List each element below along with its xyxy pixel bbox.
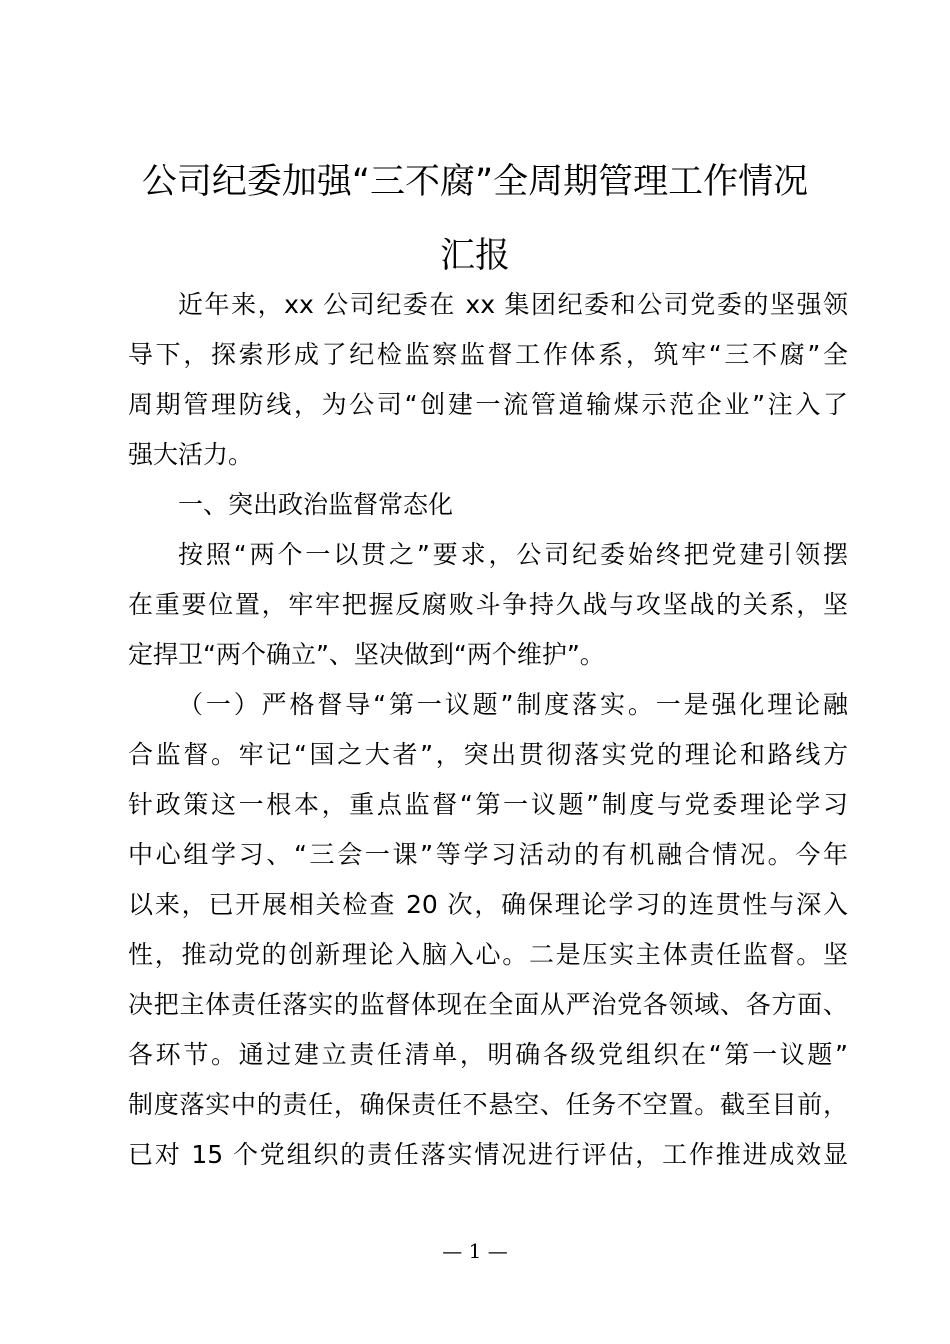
- document-body: [128, 280, 848, 1180]
- section-heading-1: 一、突出政治监督常态化: [178, 490, 454, 519]
- paragraph-3-line-10: 已对 15 个党组织的责任落实情况进行评估，工作推进成效显: [128, 1140, 848, 1169]
- paragraph-3-line-7: 决把主体责任落实的监督体现在全面从严治党各领域、各方面、: [128, 990, 848, 1019]
- paragraph-3-line-8: 各环节。通过建立责任清单，明确各级党组织在“第一议题”: [128, 1040, 848, 1069]
- paragraph-3-line-4: 中心组学习、“三会一课”等学习活动的有机融合情况。今年: [128, 840, 848, 869]
- paragraph-3-line-1: （一）严格督导“第一议题”制度落实。一是强化理论融: [178, 690, 848, 719]
- paragraph-2-line-2: 在重要位置，牢牢把握反腐败斗争持久战与攻坚战的关系，坚: [128, 590, 848, 619]
- document-title-line-1: 公司纪委加强“三不腐”全周期管理工作情况: [141, 162, 809, 202]
- paragraph-3-line-6: 性，推动党的创新理论入脑入心。二是压实主体责任监督。坚: [128, 940, 848, 969]
- paragraph-3-line-2: 合监督。牢记“国之大者”，突出贯彻落实党的理论和路线方: [128, 740, 848, 769]
- paragraph-2-line-3: 定捍卫“两个确立”、坚决做到“两个维护”。: [128, 640, 605, 669]
- paragraph-2-line-1: 按照“两个一以贯之”要求，公司纪委始终把党建引领摆: [178, 540, 848, 569]
- document-title-line-2: 汇报: [439, 236, 510, 276]
- paragraph-1-line-3: 周期管理防线，为公司“创建一流管道输煤示范企业”注入了: [128, 390, 848, 419]
- paragraph-3-line-9: 制度落实中的责任，确保责任不悬空、任务不空置。截至目前，: [128, 1090, 848, 1119]
- paragraph-3-line-5: 以来，已开展相关检查 20 次，确保理论学习的连贯性与深入: [128, 890, 848, 919]
- paragraph-1-line-4: 强大活力。: [128, 440, 254, 469]
- paragraph-3-line-3: 针政策这一根本，重点监督“第一议题”制度与党委理论学习: [128, 790, 848, 819]
- paragraph-1-line-1: 近年来，xx 公司纪委在 xx 集团纪委和公司党委的坚强领: [178, 290, 848, 319]
- page-number: — 1 —: [442, 1239, 508, 1263]
- paragraph-1-line-2: 导下，探索形成了纪检监察监督工作体系，筑牢“三不腐”全: [128, 340, 848, 369]
